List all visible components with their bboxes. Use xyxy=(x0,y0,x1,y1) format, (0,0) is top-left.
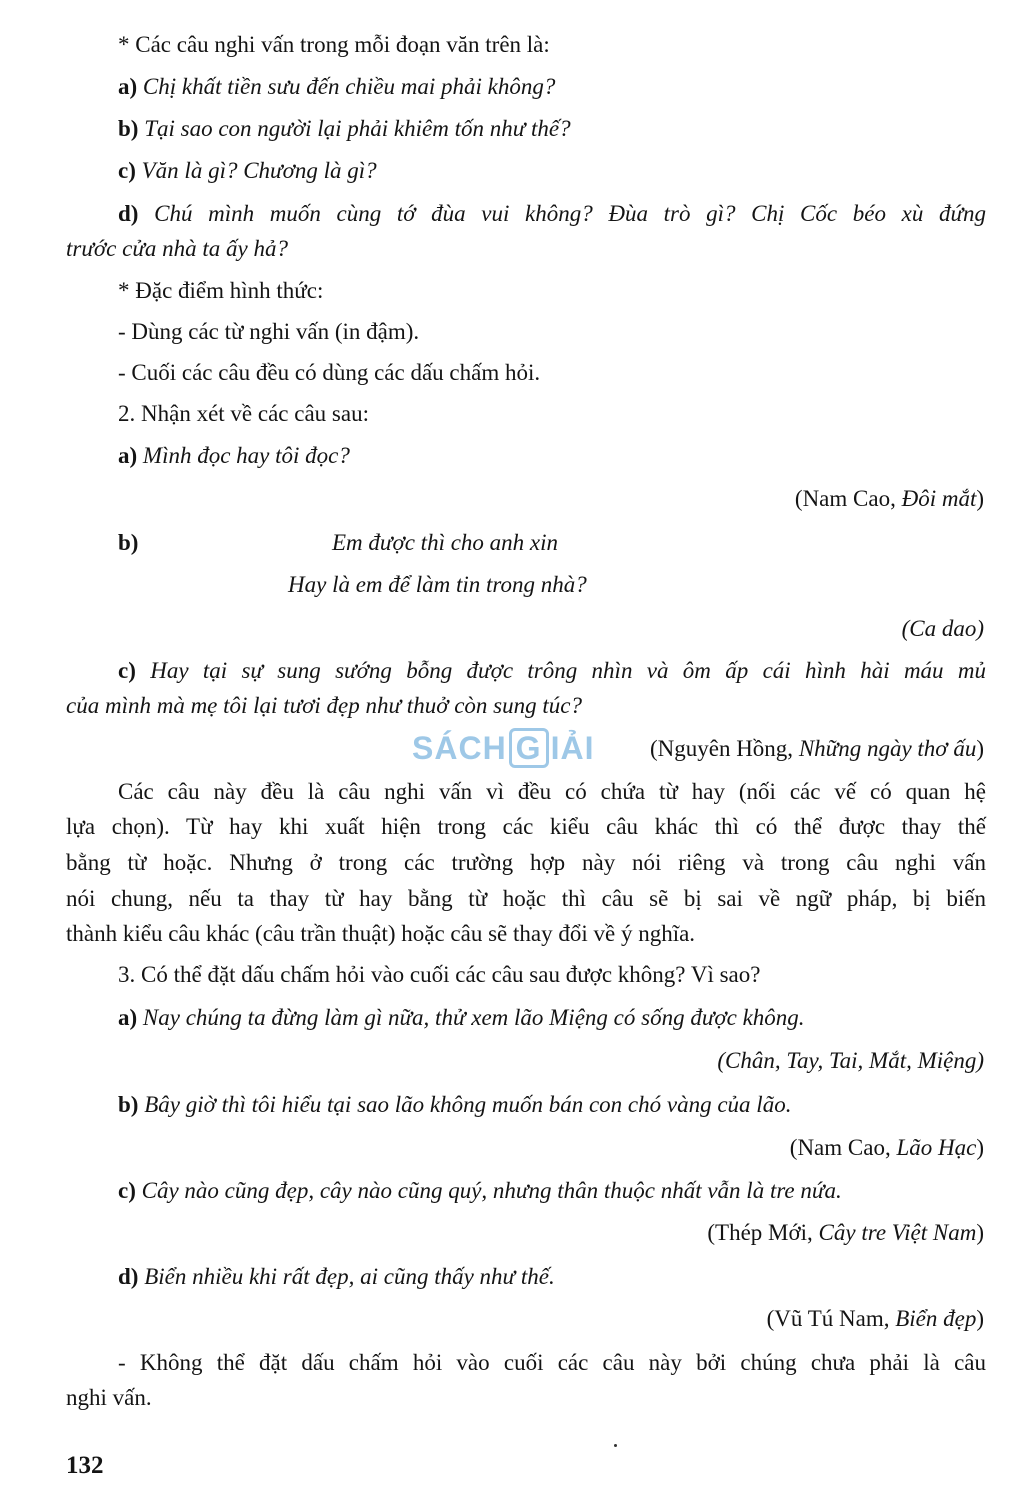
watermark-text: SÁCH xyxy=(412,730,507,766)
heading-section-2: 2. Nhận xét về các câu sau: xyxy=(118,401,369,426)
source-close: ) xyxy=(976,1220,984,1245)
example-text: Văn là gì? Chương là gì? xyxy=(141,158,377,183)
explanation-line-5: thành kiểu câu khác (câu trần thuật) hoặc câu sẽ thay đổi về ý nghĩa. xyxy=(66,921,696,946)
heading-section-3: 3. Có thể đặt dấu chấm hỏi vào cuối các câu sau được không? Vì sao? xyxy=(118,962,761,987)
speck xyxy=(614,1444,617,1447)
example-text: Cây nào cũng đẹp, cây nào cũng quý, nhưng thân thuộc nhất vẫn là tre nứa. xyxy=(141,1178,842,1203)
source-3b xyxy=(790,1133,984,1163)
verse-text: Hay là em để làm tin trong nhà? xyxy=(288,572,587,597)
example-2c-line1 xyxy=(118,656,986,686)
source-author: (Nam Cao, xyxy=(794,486,902,511)
source-title: Lão Hạc xyxy=(896,1135,977,1160)
source-text: (Ca dao) xyxy=(901,616,984,641)
explanation-line-4: nói chung, nếu ta thay từ hay bằng từ hoặc thì câu sẽ bị sai về ngữ pháp, bị biến xyxy=(66,886,986,911)
label: b) xyxy=(118,1092,139,1117)
source-2a xyxy=(795,484,984,514)
label: c) xyxy=(118,658,136,683)
watermark-text: IẢI xyxy=(550,730,595,766)
example-2c-line2 xyxy=(66,691,582,721)
source-3d xyxy=(767,1304,984,1334)
explanation-line-2: lựa chọn). Từ hay khi xuất hiện trong các kiểu câu khác thì có thể được thay thế xyxy=(66,814,986,839)
watermark-logo xyxy=(412,728,594,768)
source-close: ) xyxy=(976,736,984,761)
conclusion-line-1: - Không thể đặt dấu chấm hỏi vào cuối các câu này bởi chúng chưa phải là câu xyxy=(118,1350,986,1375)
source-close: ) xyxy=(976,1306,984,1331)
source-2b xyxy=(902,614,984,644)
label: d) xyxy=(118,1264,139,1289)
example-3a xyxy=(118,1003,805,1033)
example-text: của mình mà mẹ tôi lại tươi đẹp như thuở còn sung túc? xyxy=(66,693,582,718)
source-author: (Nam Cao, xyxy=(789,1135,897,1160)
example-3c xyxy=(118,1176,842,1206)
label: c) xyxy=(118,1178,136,1203)
label: b) xyxy=(118,530,139,555)
explanation-line-1: Các câu này đều là câu nghi vấn vì đều có chứa từ hay (nối các vế có quan hệ xyxy=(118,779,986,804)
example-1b xyxy=(118,114,571,144)
example-1d-line2 xyxy=(66,234,288,264)
example-3d xyxy=(118,1262,555,1292)
source-author: (Thép Mới, xyxy=(707,1220,819,1245)
example-1d-line1 xyxy=(118,199,986,229)
label: b) xyxy=(118,116,139,141)
explanation-line-3: bằng từ hoặc. Nhưng ở trong các trường hợp này nói riêng và trong câu nghi vấn xyxy=(66,850,986,875)
label: a) xyxy=(118,74,138,99)
verse-line-1 xyxy=(332,528,558,558)
label: a) xyxy=(118,443,138,468)
label: a) xyxy=(118,1005,138,1030)
heading-question-sentences: * Các câu nghi vấn trong mỗi đoạn văn trên là: xyxy=(118,32,550,57)
source-text: (Chân, Tay, Tai, Mắt, Miệng) xyxy=(717,1048,984,1073)
source-title: Biển đẹp xyxy=(895,1306,977,1331)
example-text: Biển nhiều khi rất đẹp, ai cũng thấy như thế. xyxy=(144,1264,555,1289)
example-1c xyxy=(118,156,377,186)
heading-form-features: * Đặc điểm hình thức: xyxy=(118,278,324,303)
source-author: (Vũ Tú Nam, xyxy=(766,1306,896,1331)
example-1a xyxy=(118,72,555,102)
source-3a xyxy=(717,1046,984,1076)
verse-text: Em được thì cho anh xin xyxy=(332,530,559,555)
example-text: Chú mình muốn cùng tớ đùa vui không? Đùa trò gì? Chị Cốc béo xù đứng xyxy=(154,201,987,226)
form-feature-1: - Dùng các từ nghi vấn (in đậm). xyxy=(118,319,420,344)
form-feature-2: - Cuối các câu đều có dùng các dấu chấm hỏi. xyxy=(118,360,541,385)
source-title: Đôi mắt xyxy=(901,486,977,511)
source-3c xyxy=(707,1218,984,1248)
example-text: Nay chúng ta đừng làm gì nữa, thử xem lão Miệng có sống được không. xyxy=(142,1005,805,1030)
example-text: Mình đọc hay tôi đọc? xyxy=(142,443,350,468)
watermark-box-letter: G xyxy=(509,728,549,768)
conclusion-line-2: nghi vấn. xyxy=(66,1385,152,1410)
example-text: Tại sao con người lại phải khiêm tốn như thế? xyxy=(144,116,571,141)
label: d) xyxy=(118,201,139,226)
source-close: ) xyxy=(976,1135,984,1160)
source-2c xyxy=(650,734,984,764)
example-2b-label xyxy=(118,528,138,558)
source-title: Những ngày thơ ấu xyxy=(798,736,977,761)
verse-line-2 xyxy=(288,570,587,600)
example-text: Hay tại sự sung sướng bỗng được trông nhìn và ôm ấp cái hình hài máu mủ xyxy=(150,658,987,683)
example-3b xyxy=(118,1090,791,1120)
example-text: Chị khất tiền sưu đến chiều mai phải không? xyxy=(142,74,556,99)
example-text: trước cửa nhà ta ấy hả? xyxy=(66,236,288,261)
label: c) xyxy=(118,158,136,183)
page-number: 132 xyxy=(66,1452,104,1479)
source-title: Cây tre Việt Nam xyxy=(818,1220,977,1245)
source-close: ) xyxy=(976,486,984,511)
example-text: Bây giờ thì tôi hiểu tại sao lão không muốn bán con chó vàng của lão. xyxy=(144,1092,792,1117)
source-author: (Nguyên Hồng, xyxy=(649,736,799,761)
example-2a xyxy=(118,441,350,471)
